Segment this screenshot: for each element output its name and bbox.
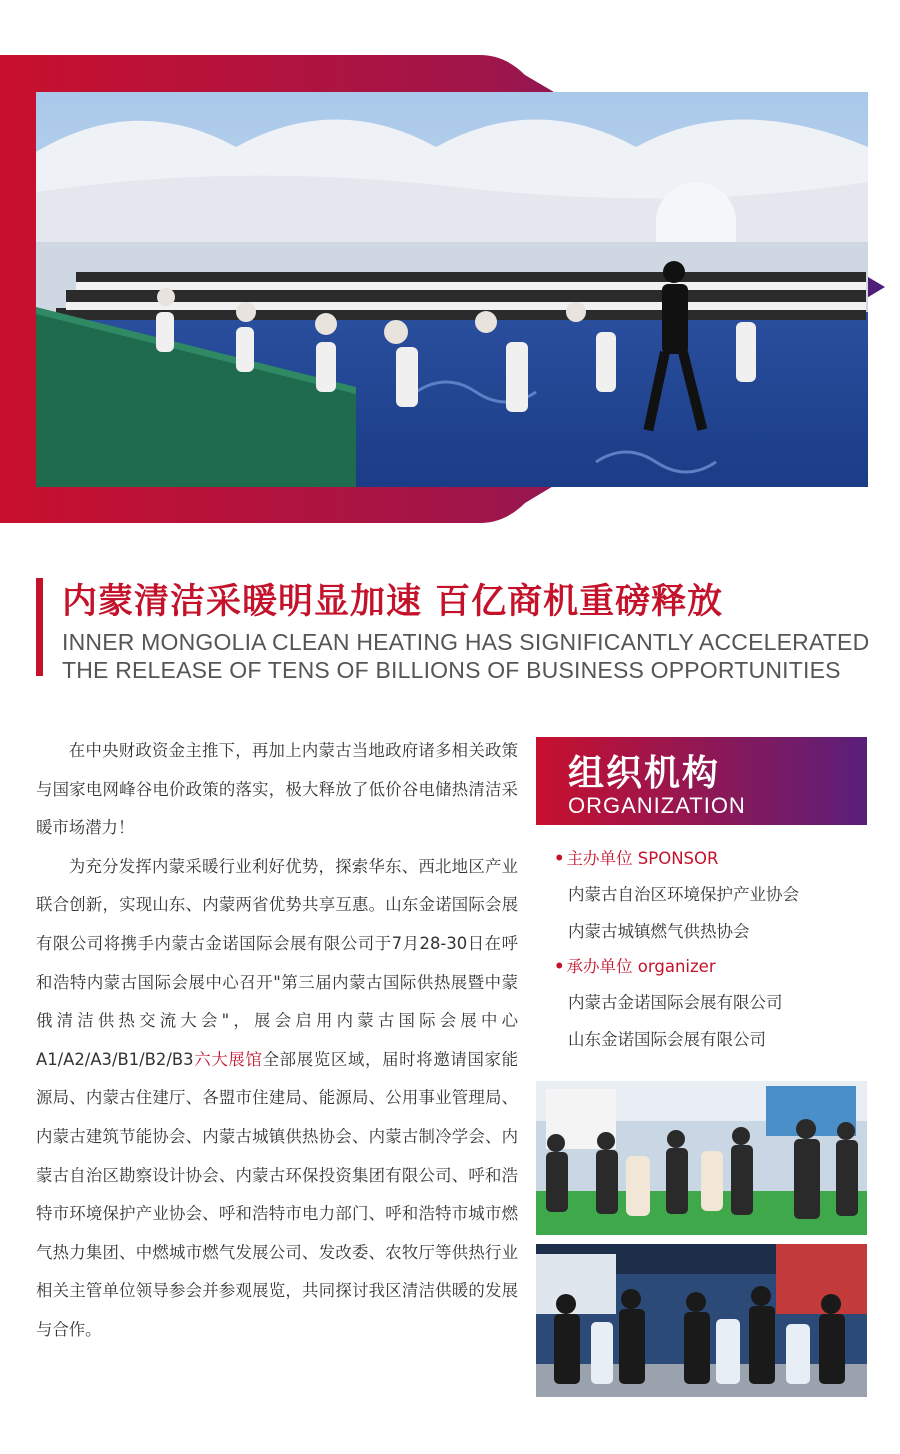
conference-hall-photo (36, 92, 868, 487)
organizer-item: 内蒙古金诺国际会展有限公司 (568, 993, 783, 1012)
paragraph-2 (36, 848, 518, 1350)
highlight-six-halls: 六大展馆 (193, 1049, 263, 1069)
hero-banner (0, 55, 900, 523)
bullet-icon: • (554, 849, 565, 868)
exhibition-crowd-photo-1 (536, 1081, 867, 1235)
organization-title-cn: 组织机构 (568, 753, 721, 794)
sponsor-label-text: 主办单位 SPONSOR (566, 849, 719, 868)
organizer-item: 山东金诺国际会展有限公司 (568, 1030, 766, 1049)
organization-header (536, 737, 867, 825)
organizer-label-text: 承办单位 organizer (566, 957, 716, 976)
sponsor-item: 内蒙古自治区环境保护产业协会 (568, 885, 799, 904)
paragraph-2-part-2: 全部展览区域，届时将邀请国家能源局、内蒙古住建厅、各盟市住建局、能源局、公用事业管理局、内蒙古建筑节能协会、内蒙古城镇供热协会、内蒙古制冷学会、内蒙古自治区勘察设计协会、内蒙古环保投资集团有限公司、呼和浩特市环境保护产业协会、呼和浩特市电力部门、呼和浩特市城市燃气热力集团、中燃城市燃气发展公司、发改委、农牧厅等供热行业相关主管单位领导参会并参观展览，共同探讨我区清洁供暖的发展与合作。 (36, 1049, 519, 1339)
headline-chinese: 内蒙清洁采暖明显加速 百亿商机重磅释放 (62, 582, 724, 622)
paragraph-2-part-1: 为充分发挥内蒙采暖行业利好优势，探索华东、西北地区产业联合创新，实现山东、内蒙两省优势共享互惠。山东金诺国际会展有限公司将携手内蒙古金诺国际会展有限公司于7月28-30日在呼和浩特内蒙古国际会展中心召开"第三届内蒙古国际供热展暨中蒙俄清洁供热交流大会"，展会启用内蒙古国际会展中心A1/A2/A3/B1/B2/B3 (36, 856, 518, 1069)
headline-english (62, 628, 882, 684)
headline-english-line-2: THE RELEASE OF TENS OF BILLIONS OF BUSINESS OPPORTUNITIES (62, 657, 841, 683)
heading-accent-bar (36, 578, 43, 676)
bullet-icon: • (554, 957, 565, 976)
organization-title-en: ORGANIZATION (568, 793, 746, 818)
headline-english-line-1: INNER MONGOLIA CLEAN HEATING HAS SIGNIFICANTLY ACCELERATED (62, 629, 870, 655)
paragraph-1: 在中央财政资金主推下，再加上内蒙古当地政府诸多相关政策与国家电网峰谷电价政策的落实，极大释放了低价谷电储热清洁采暖市场潜力！ (36, 741, 518, 838)
sponsor-label (554, 842, 874, 876)
body-text (36, 732, 518, 1350)
organization-list (554, 842, 874, 1058)
exhibition-crowd-photo-2 (536, 1244, 867, 1397)
organizer-label (554, 950, 874, 984)
sponsor-item: 内蒙古城镇燃气供热协会 (568, 922, 750, 941)
